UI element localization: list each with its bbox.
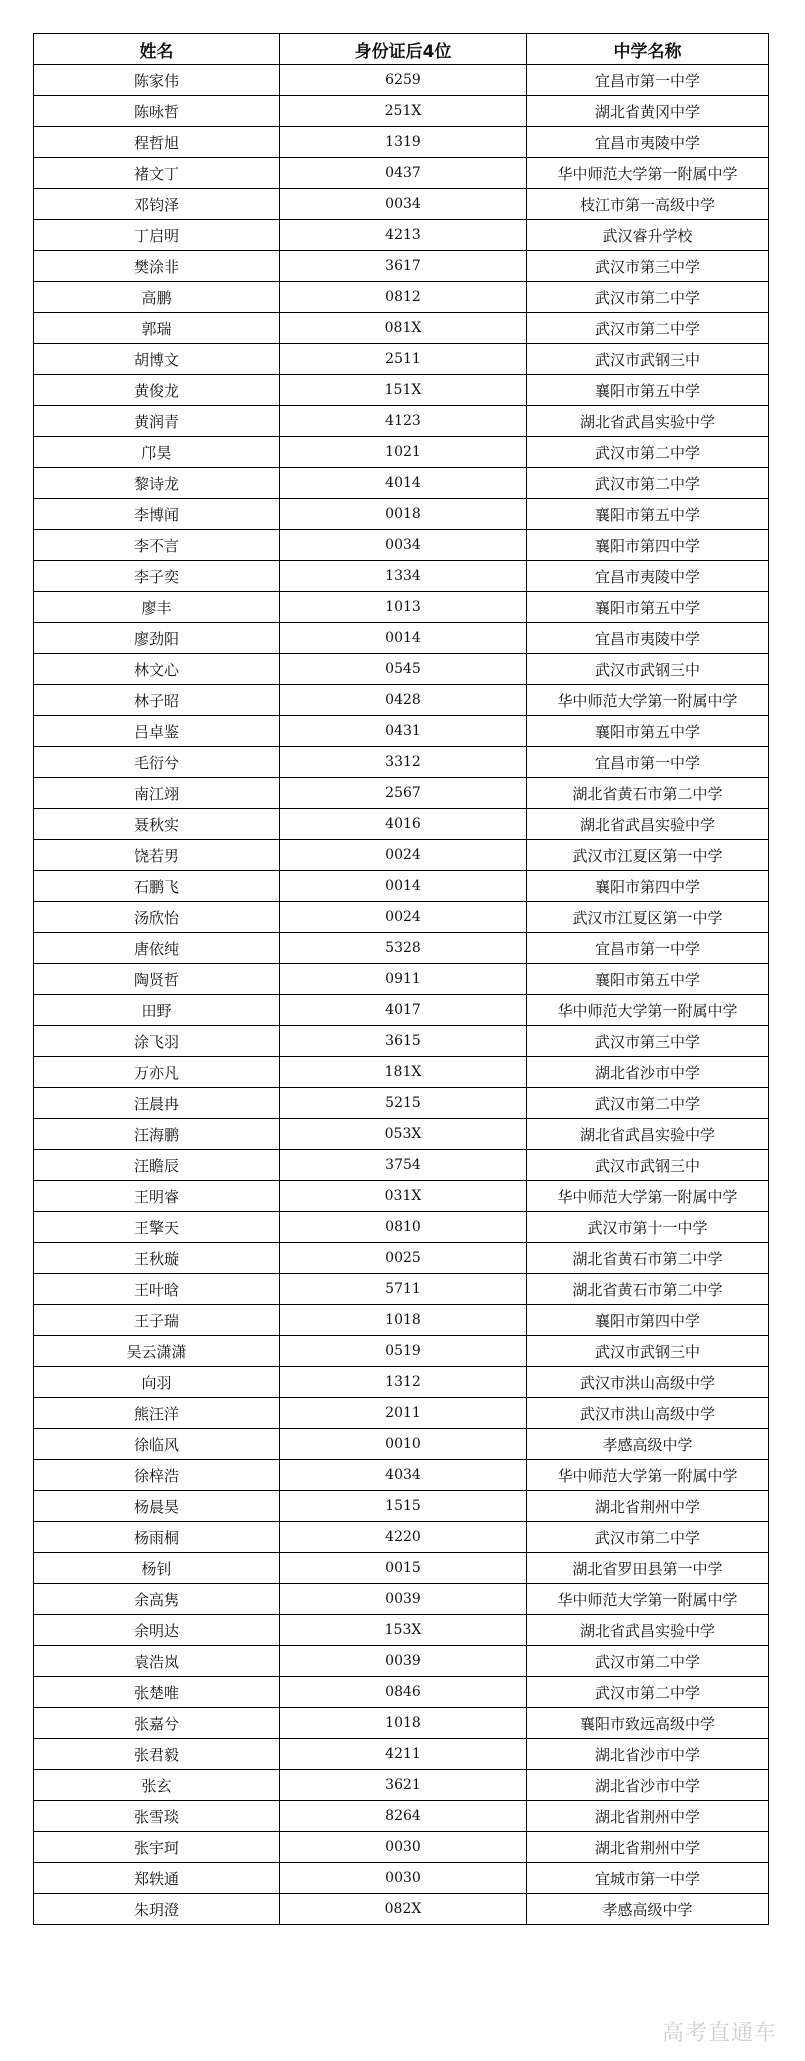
cell-name: 陈家伟 [34, 65, 280, 96]
table-row [34, 375, 769, 406]
cell-id-last4: 1319 [280, 127, 527, 158]
cell-id-last4: 0437 [280, 158, 527, 189]
cell-school: 武汉市第二中学 [527, 1646, 769, 1677]
table-row [34, 1708, 769, 1739]
cell-id-last4: 0846 [280, 1677, 527, 1708]
cell-name: 袁浩岚 [34, 1646, 280, 1677]
cell-school: 湖北省罗田县第一中学 [527, 1553, 769, 1584]
cell-id-last4: 1018 [280, 1305, 527, 1336]
cell-school: 华中师范大学第一附属中学 [527, 995, 769, 1026]
cell-id-last4: 3621 [280, 1770, 527, 1801]
cell-name: 张嘉兮 [34, 1708, 280, 1739]
cell-id-last4: 0911 [280, 964, 527, 995]
cell-id-last4: 5215 [280, 1088, 527, 1119]
cell-school: 宜昌市第一中学 [527, 933, 769, 964]
cell-id-last4: 053X [280, 1119, 527, 1150]
cell-school: 华中师范大学第一附属中学 [527, 1181, 769, 1212]
cell-id-last4: 151X [280, 375, 527, 406]
cell-name: 聂秋实 [34, 809, 280, 840]
cell-school: 武汉市第二中学 [527, 282, 769, 313]
cell-id-last4: 4123 [280, 406, 527, 437]
cell-id-last4: 0010 [280, 1429, 527, 1460]
cell-name: 石鹏飞 [34, 871, 280, 902]
cell-school: 襄阳市致远高级中学 [527, 1708, 769, 1739]
table-row [34, 1181, 769, 1212]
table-row [34, 964, 769, 995]
cell-id-last4: 1334 [280, 561, 527, 592]
table-row [34, 1553, 769, 1584]
cell-name: 吴云潇潇 [34, 1336, 280, 1367]
cell-name: 南江翊 [34, 778, 280, 809]
cell-name: 张玄 [34, 1770, 280, 1801]
cell-name: 李博闻 [34, 499, 280, 530]
cell-id-last4: 3312 [280, 747, 527, 778]
cell-name: 朱玥澄 [34, 1894, 280, 1925]
table-row [34, 747, 769, 778]
cell-id-last4: 3754 [280, 1150, 527, 1181]
cell-school: 襄阳市第五中学 [527, 964, 769, 995]
table-row [34, 1243, 769, 1274]
cell-name: 向羽 [34, 1367, 280, 1398]
header-name: 姓名 [34, 34, 280, 65]
cell-school: 宜昌市夷陵中学 [527, 623, 769, 654]
cell-id-last4: 4034 [280, 1460, 527, 1491]
table-row [34, 1460, 769, 1491]
cell-school: 湖北省荆州中学 [527, 1832, 769, 1863]
cell-school: 湖北省荆州中学 [527, 1801, 769, 1832]
cell-name: 王子瑞 [34, 1305, 280, 1336]
cell-id-last4: 081X [280, 313, 527, 344]
cell-school: 孝感高级中学 [527, 1894, 769, 1925]
cell-name: 邓钧泽 [34, 189, 280, 220]
cell-school: 湖北省武昌实验中学 [527, 1119, 769, 1150]
cell-school: 华中师范大学第一附属中学 [527, 685, 769, 716]
cell-name: 汪晨冉 [34, 1088, 280, 1119]
table-row [34, 995, 769, 1026]
table-row [34, 313, 769, 344]
cell-name: 熊汪洋 [34, 1398, 280, 1429]
cell-id-last4: 0519 [280, 1336, 527, 1367]
header-row [34, 34, 769, 65]
table-row [34, 1801, 769, 1832]
cell-name: 徐临风 [34, 1429, 280, 1460]
cell-name: 毛衍兮 [34, 747, 280, 778]
cell-name: 吕卓鉴 [34, 716, 280, 747]
cell-id-last4: 0034 [280, 189, 527, 220]
table-row [34, 530, 769, 561]
table-row [34, 1739, 769, 1770]
cell-id-last4: 031X [280, 1181, 527, 1212]
cell-name: 汪瞻辰 [34, 1150, 280, 1181]
cell-school: 武汉市第二中学 [527, 313, 769, 344]
cell-name: 饶若男 [34, 840, 280, 871]
cell-id-last4: 0014 [280, 871, 527, 902]
cell-name: 王秋璇 [34, 1243, 280, 1274]
table-row [34, 1522, 769, 1553]
cell-id-last4: 2511 [280, 344, 527, 375]
cell-name: 林文心 [34, 654, 280, 685]
cell-school: 华中师范大学第一附属中学 [527, 158, 769, 189]
table-body [34, 65, 769, 1925]
cell-school: 武汉市洪山高级中学 [527, 1398, 769, 1429]
cell-school: 武汉市江夏区第一中学 [527, 902, 769, 933]
table-row [34, 1212, 769, 1243]
cell-id-last4: 0431 [280, 716, 527, 747]
table-row [34, 1088, 769, 1119]
cell-name: 林子昭 [34, 685, 280, 716]
cell-id-last4: 0034 [280, 530, 527, 561]
cell-name: 郭瑞 [34, 313, 280, 344]
cell-school: 武汉睿升学校 [527, 220, 769, 251]
table-row [34, 1429, 769, 1460]
table-row [34, 1026, 769, 1057]
cell-name: 廖丰 [34, 592, 280, 623]
cell-school: 武汉市洪山高级中学 [527, 1367, 769, 1398]
cell-school: 枝江市第一高级中学 [527, 189, 769, 220]
cell-id-last4: 0545 [280, 654, 527, 685]
cell-name: 汤欣怡 [34, 902, 280, 933]
cell-name: 张楚唯 [34, 1677, 280, 1708]
cell-id-last4: 0024 [280, 902, 527, 933]
cell-id-last4: 4014 [280, 468, 527, 499]
cell-name: 杨晨昊 [34, 1491, 280, 1522]
cell-id-last4: 082X [280, 1894, 527, 1925]
cell-name: 汪海鹏 [34, 1119, 280, 1150]
cell-id-last4: 1021 [280, 437, 527, 468]
cell-school: 武汉市第二中学 [527, 1088, 769, 1119]
cell-name: 樊涂非 [34, 251, 280, 282]
cell-school: 武汉市第三中学 [527, 251, 769, 282]
cell-id-last4: 2011 [280, 1398, 527, 1429]
cell-name: 王擎天 [34, 1212, 280, 1243]
cell-name: 黄俊龙 [34, 375, 280, 406]
cell-school: 宜昌市第一中学 [527, 65, 769, 96]
table-row [34, 1770, 769, 1801]
cell-name: 张雪琰 [34, 1801, 280, 1832]
cell-school: 武汉市第二中学 [527, 1522, 769, 1553]
table-row [34, 1615, 769, 1646]
cell-id-last4: 0039 [280, 1646, 527, 1677]
table-row [34, 1305, 769, 1336]
cell-school: 宜昌市第一中学 [527, 747, 769, 778]
table-row [34, 96, 769, 127]
cell-name: 黄润青 [34, 406, 280, 437]
cell-name: 张宇珂 [34, 1832, 280, 1863]
table-row [34, 468, 769, 499]
cell-name: 郑轶通 [34, 1863, 280, 1894]
cell-name: 杨钊 [34, 1553, 280, 1584]
cell-name: 田野 [34, 995, 280, 1026]
table-row [34, 499, 769, 530]
cell-school: 湖北省沙市中学 [527, 1770, 769, 1801]
cell-school: 武汉市江夏区第一中学 [527, 840, 769, 871]
cell-school: 华中师范大学第一附属中学 [527, 1460, 769, 1491]
cell-id-last4: 5711 [280, 1274, 527, 1305]
cell-name: 杨雨桐 [34, 1522, 280, 1553]
cell-school: 宜昌市夷陵中学 [527, 127, 769, 158]
cell-name: 陶贤哲 [34, 964, 280, 995]
cell-id-last4: 0030 [280, 1863, 527, 1894]
table-row [34, 592, 769, 623]
cell-name: 张君毅 [34, 1739, 280, 1770]
cell-school: 武汉市武钢三中 [527, 1336, 769, 1367]
cell-id-last4: 0025 [280, 1243, 527, 1274]
table-row [34, 871, 769, 902]
cell-school: 襄阳市第五中学 [527, 716, 769, 747]
table-row [34, 1057, 769, 1088]
cell-id-last4: 6259 [280, 65, 527, 96]
cell-name: 余明达 [34, 1615, 280, 1646]
cell-id-last4: 3617 [280, 251, 527, 282]
cell-name: 廖劲阳 [34, 623, 280, 654]
watermark: 高考直通车 [661, 2021, 777, 2046]
cell-school: 湖北省沙市中学 [527, 1057, 769, 1088]
table-row [34, 251, 769, 282]
cell-school: 武汉市第二中学 [527, 1677, 769, 1708]
header-id-last4: 身份证后4位 [280, 34, 527, 65]
cell-school: 宜昌市夷陵中学 [527, 561, 769, 592]
cell-name: 徐梓浩 [34, 1460, 280, 1491]
table-row [34, 778, 769, 809]
cell-name: 涂飞羽 [34, 1026, 280, 1057]
cell-name: 高鹏 [34, 282, 280, 313]
table-row [34, 158, 769, 189]
cell-school: 襄阳市第五中学 [527, 499, 769, 530]
cell-school: 湖北省黄石市第二中学 [527, 1274, 769, 1305]
cell-name: 程哲旭 [34, 127, 280, 158]
roster-table-container [33, 33, 768, 1925]
cell-id-last4: 4017 [280, 995, 527, 1026]
cell-id-last4: 1018 [280, 1708, 527, 1739]
cell-school: 武汉市第十一中学 [527, 1212, 769, 1243]
cell-id-last4: 1515 [280, 1491, 527, 1522]
table-row [34, 437, 769, 468]
cell-school: 襄阳市第五中学 [527, 375, 769, 406]
cell-id-last4: 1013 [280, 592, 527, 623]
cell-name: 李子奕 [34, 561, 280, 592]
cell-school: 湖北省黄石市第二中学 [527, 1243, 769, 1274]
cell-id-last4: 4213 [280, 220, 527, 251]
cell-id-last4: 8264 [280, 1801, 527, 1832]
cell-school: 湖北省武昌实验中学 [527, 406, 769, 437]
cell-school: 武汉市第三中学 [527, 1026, 769, 1057]
cell-id-last4: 2567 [280, 778, 527, 809]
table-row [34, 282, 769, 313]
table-row [34, 1274, 769, 1305]
table-row [34, 1398, 769, 1429]
cell-school: 武汉市武钢三中 [527, 344, 769, 375]
table-row [34, 685, 769, 716]
cell-school: 宜城市第一中学 [527, 1863, 769, 1894]
cell-school: 武汉市第二中学 [527, 437, 769, 468]
table-row [34, 127, 769, 158]
cell-name: 陈咏哲 [34, 96, 280, 127]
cell-name: 邝昊 [34, 437, 280, 468]
cell-school: 襄阳市第五中学 [527, 592, 769, 623]
table-row [34, 220, 769, 251]
table-row [34, 716, 769, 747]
table-row [34, 561, 769, 592]
cell-id-last4: 251X [280, 96, 527, 127]
table-row [34, 344, 769, 375]
table-row [34, 1677, 769, 1708]
cell-school: 湖北省荆州中学 [527, 1491, 769, 1522]
cell-school: 襄阳市第四中学 [527, 1305, 769, 1336]
cell-id-last4: 0015 [280, 1553, 527, 1584]
cell-school: 湖北省武昌实验中学 [527, 1615, 769, 1646]
cell-school: 孝感高级中学 [527, 1429, 769, 1460]
cell-name: 李不言 [34, 530, 280, 561]
table-row [34, 1491, 769, 1522]
cell-school: 武汉市第二中学 [527, 468, 769, 499]
table-row [34, 189, 769, 220]
cell-id-last4: 0810 [280, 1212, 527, 1243]
cell-school: 武汉市武钢三中 [527, 654, 769, 685]
cell-school: 湖北省黄石市第二中学 [527, 778, 769, 809]
table-row [34, 654, 769, 685]
table-row [34, 1863, 769, 1894]
cell-id-last4: 4211 [280, 1739, 527, 1770]
table-row [34, 1894, 769, 1925]
cell-id-last4: 5328 [280, 933, 527, 964]
table-header [34, 34, 769, 65]
cell-name: 王明睿 [34, 1181, 280, 1212]
cell-school: 湖北省沙市中学 [527, 1739, 769, 1770]
cell-school: 武汉市武钢三中 [527, 1150, 769, 1181]
table-row [34, 1832, 769, 1863]
table-row [34, 902, 769, 933]
cell-id-last4: 3615 [280, 1026, 527, 1057]
table-row [34, 933, 769, 964]
cell-id-last4: 0812 [280, 282, 527, 313]
cell-id-last4: 0024 [280, 840, 527, 871]
cell-id-last4: 153X [280, 1615, 527, 1646]
cell-name: 黎诗龙 [34, 468, 280, 499]
cell-school: 襄阳市第四中学 [527, 530, 769, 561]
cell-name: 余高隽 [34, 1584, 280, 1615]
cell-name: 胡博文 [34, 344, 280, 375]
cell-name: 王叶晗 [34, 1274, 280, 1305]
table-row [34, 1150, 769, 1181]
cell-school: 湖北省武昌实验中学 [527, 809, 769, 840]
cell-id-last4: 181X [280, 1057, 527, 1088]
roster-table [33, 33, 769, 1925]
cell-id-last4: 1312 [280, 1367, 527, 1398]
cell-name: 唐依纯 [34, 933, 280, 964]
cell-school: 襄阳市第四中学 [527, 871, 769, 902]
table-row [34, 1367, 769, 1398]
table-row [34, 1646, 769, 1677]
table-row [34, 623, 769, 654]
table-row [34, 840, 769, 871]
header-school: 中学名称 [527, 34, 769, 65]
table-row [34, 1336, 769, 1367]
table-row [34, 406, 769, 437]
cell-name: 万亦凡 [34, 1057, 280, 1088]
cell-name: 褚文丁 [34, 158, 280, 189]
table-row [34, 65, 769, 96]
cell-id-last4: 0018 [280, 499, 527, 530]
cell-school: 华中师范大学第一附属中学 [527, 1584, 769, 1615]
cell-id-last4: 0039 [280, 1584, 527, 1615]
cell-id-last4: 4016 [280, 809, 527, 840]
cell-id-last4: 4220 [280, 1522, 527, 1553]
table-row [34, 1584, 769, 1615]
cell-id-last4: 0014 [280, 623, 527, 654]
cell-name: 丁启明 [34, 220, 280, 251]
table-row [34, 1119, 769, 1150]
cell-id-last4: 0030 [280, 1832, 527, 1863]
cell-school: 湖北省黄冈中学 [527, 96, 769, 127]
cell-id-last4: 0428 [280, 685, 527, 716]
table-row [34, 809, 769, 840]
